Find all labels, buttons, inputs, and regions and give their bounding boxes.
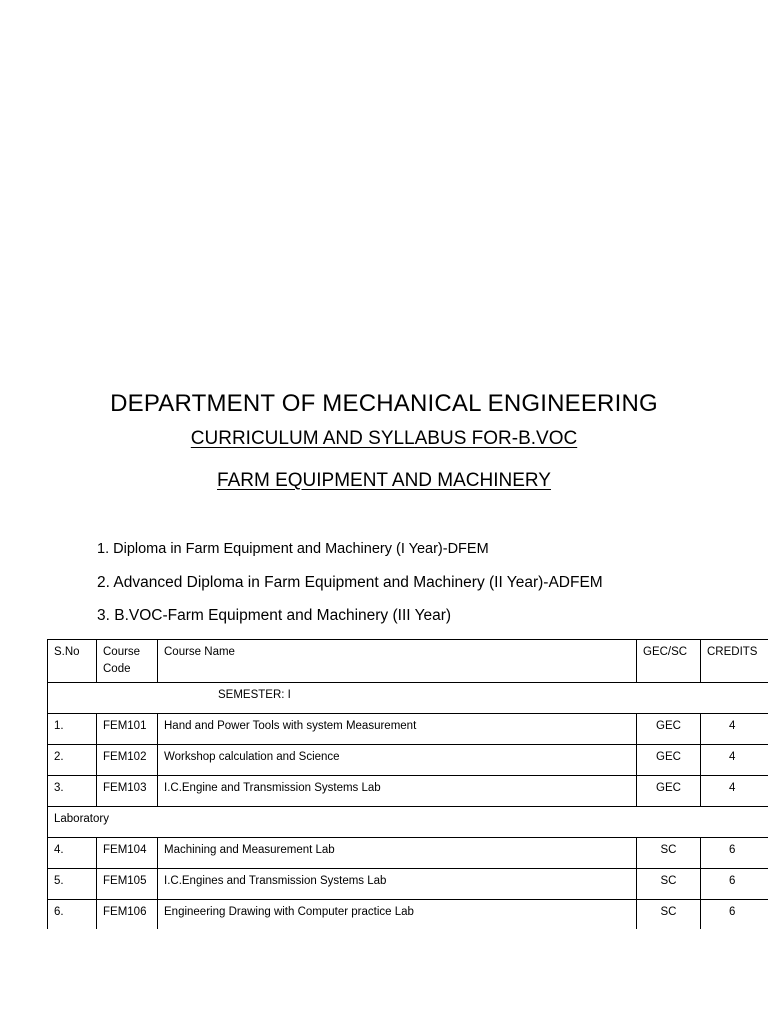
cell-code: FEM105: [97, 869, 158, 900]
cell-credits: 4: [701, 776, 768, 807]
cell-sno: 3.: [48, 776, 97, 807]
cell-name: Engineering Drawing with Computer practice Lab: [158, 900, 637, 930]
cell-code: FEM106: [97, 900, 158, 930]
program-item-advanced-diploma: 2. Advanced Diploma in Farm Equipment and Machinery (II Year)-ADFEM: [97, 574, 603, 591]
cell-name: Hand and Power Tools with system Measurement: [158, 714, 637, 745]
cell-code: FEM104: [97, 838, 158, 869]
cell-sno: 6.: [48, 900, 97, 930]
table-row: [48, 869, 768, 900]
cell-name: I.C.Engines and Transmission Systems Lab: [158, 869, 637, 900]
section-row-laboratory: [48, 807, 768, 838]
cell-name: Machining and Measurement Lab: [158, 838, 637, 869]
program-item-bvoc: 3. B.VOC-Farm Equipment and Machinery (III Year): [97, 607, 452, 624]
cell-name: I.C.Engine and Transmission Systems Lab: [158, 776, 637, 807]
table-row: [48, 900, 768, 930]
curriculum-title: CURRICULUM AND SYLLABUS FOR-B.VOC: [190, 428, 578, 449]
semester-row: [48, 683, 768, 714]
department-title: DEPARTMENT OF MECHANICAL ENGINEERING: [110, 390, 658, 417]
header-course-name: Course Name: [158, 640, 637, 683]
table-row: [48, 714, 768, 745]
table-row: [48, 776, 768, 807]
cell-sno: 4.: [48, 838, 97, 869]
cell-credits: 6: [701, 900, 768, 930]
cell-credits: 4: [701, 745, 768, 776]
cell-sno: 5.: [48, 869, 97, 900]
cell-code: FEM103: [97, 776, 158, 807]
semester-label: SEMESTER: I: [48, 683, 768, 714]
cell-credits: 6: [701, 838, 768, 869]
cell-type: SC: [637, 900, 701, 930]
program-title: FARM EQUIPMENT AND MACHINERY: [217, 470, 551, 491]
course-table: [47, 639, 768, 929]
cell-credits: 4: [701, 714, 768, 745]
cell-type: SC: [637, 869, 701, 900]
cell-code: FEM102: [97, 745, 158, 776]
table-header-row: [48, 640, 768, 683]
table-row: [48, 838, 768, 869]
cell-sno: 1.: [48, 714, 97, 745]
header-sno: S.No: [48, 640, 97, 683]
header-gec-sc: GEC/SC: [637, 640, 701, 683]
cell-code: FEM101: [97, 714, 158, 745]
cell-type: SC: [637, 838, 701, 869]
program-item-diploma: 1. Diploma in Farm Equipment and Machinery (I Year)-DFEM: [97, 541, 489, 557]
cell-credits: 6: [701, 869, 768, 900]
cell-sno: 2.: [48, 745, 97, 776]
table-row: [48, 745, 768, 776]
header-credits: CREDITS: [701, 640, 768, 683]
cell-name: Workshop calculation and Science: [158, 745, 637, 776]
header-course-code: Course Code: [97, 640, 158, 683]
cell-type: GEC: [637, 714, 701, 745]
section-label: Laboratory: [48, 807, 768, 838]
cell-type: GEC: [637, 745, 701, 776]
course-table-container: [47, 639, 768, 929]
cell-type: GEC: [637, 776, 701, 807]
